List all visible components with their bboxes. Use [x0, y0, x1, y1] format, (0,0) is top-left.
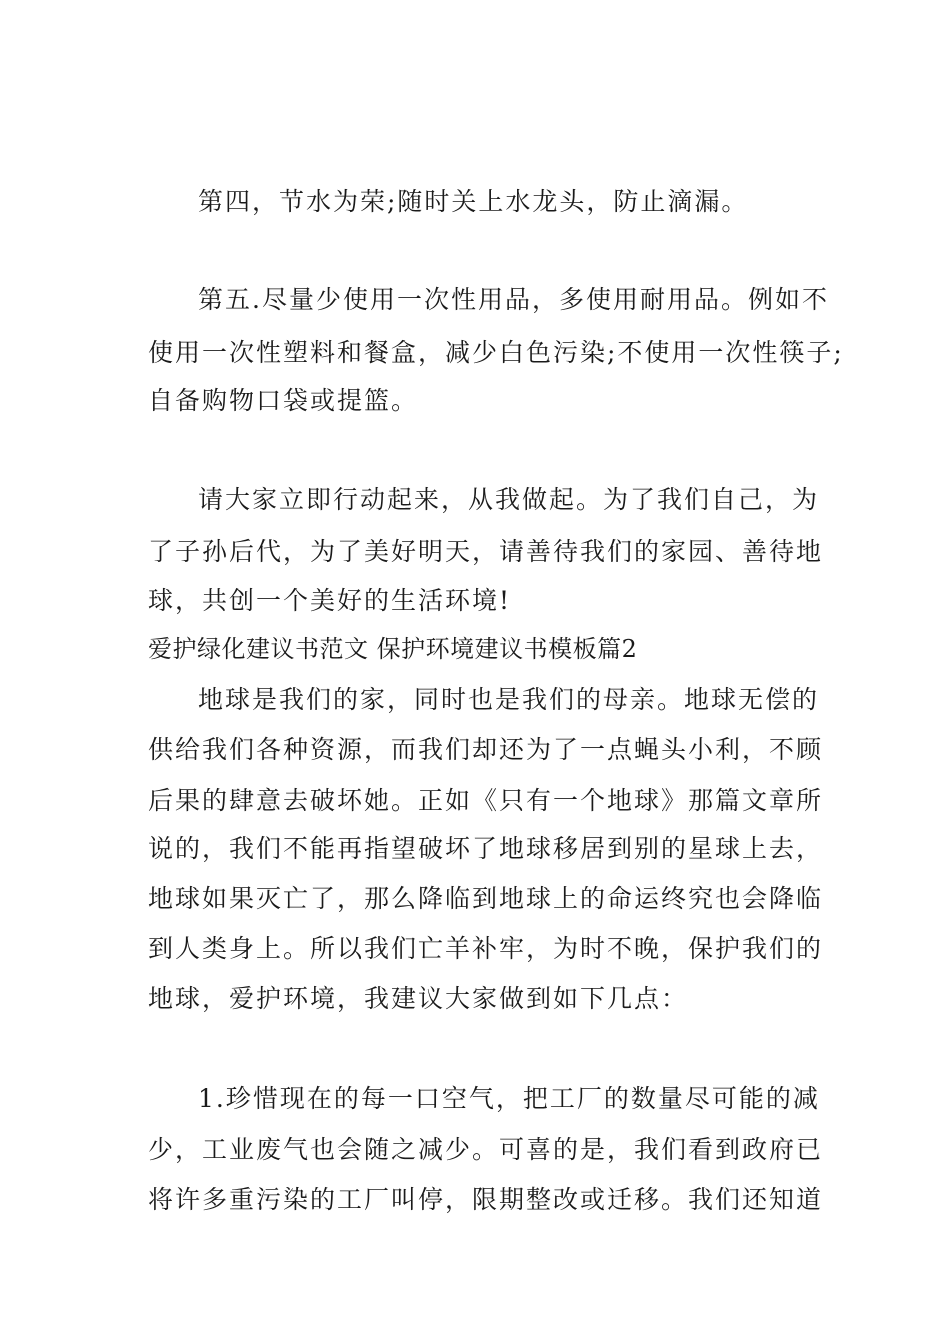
- text-line: 地球，爱护环境，我建议大家做到如下几点：: [148, 984, 689, 1013]
- text-line: 1.珍惜现在的每一口空气，把工厂的数量尽可能的减: [198, 1084, 820, 1113]
- section-heading: 爱护绿化建议书范文 保护环境建议书模板篇2: [148, 635, 638, 663]
- text-line: 请大家立即行动起来，从我做起。为了我们自己，为: [198, 485, 820, 514]
- text-line: 了子孙后代，为了美好明天，请善待我们的家园、善待地: [148, 537, 824, 566]
- text-line: 少，工业废气也会随之减少。可喜的是，我们看到政府已: [148, 1135, 824, 1164]
- text-line: 到人类身上。所以我们亡羊补牢，为时不晚，保护我们的: [148, 934, 824, 963]
- text-line: 使用一次性塑料和餐盒，减少白色污染;不使用一次性筷子;: [148, 338, 844, 367]
- text-line: 第五.尽量少使用一次性用品，多使用耐用品。例如不: [198, 285, 829, 314]
- text-line: 将许多重污染的工厂叫停，限期整改或迁移。我们还知道: [148, 1185, 824, 1214]
- text-line: 说的，我们不能再指望破坏了地球移居到别的星球上去，: [148, 834, 824, 863]
- text-line: 后果的肆意去破坏她。正如《只有一个地球》那篇文章所: [148, 786, 824, 815]
- text-line: 地球如果灭亡了，那么降临到地球上的命运终究也会降临: [148, 884, 824, 913]
- text-line: 供给我们各种资源，而我们却还为了一点蝇头小利，不顾: [148, 735, 824, 764]
- text-line: 球，共创一个美好的生活环境!: [148, 586, 512, 615]
- text-line: 第四，节水为荣;随时关上水龙头，防止滴漏。: [198, 187, 749, 216]
- text-line: 自备购物口袋或提篮。: [148, 386, 419, 415]
- text-line: 地球是我们的家，同时也是我们的母亲。地球无偿的: [198, 685, 820, 714]
